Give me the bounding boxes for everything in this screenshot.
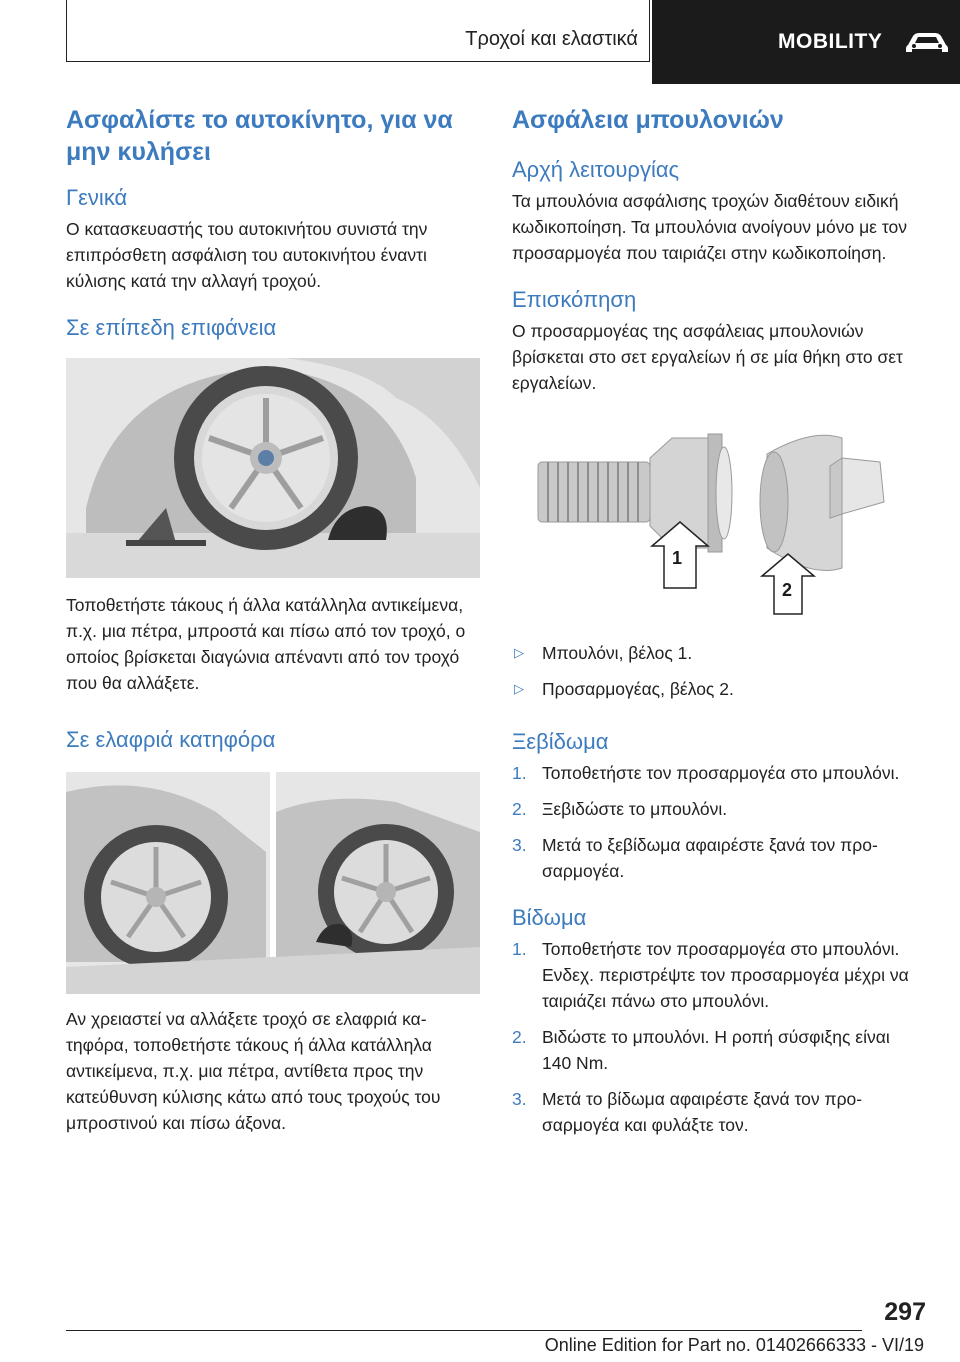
heading-principle: Αρχή λειτουργίας [512, 157, 680, 182]
figure-wheels-chocked-slope [66, 772, 480, 994]
heading-overview: Επισκόπηση [512, 287, 637, 312]
section-tab [652, 0, 960, 84]
wheel-chock-illustration [66, 358, 480, 578]
arrow-label-1: 1 [672, 548, 683, 568]
edition-text: Online Edition for Part no. 01402666333 - VI/19 [544, 1335, 924, 1355]
heading-screw: Βίδωμα [512, 905, 587, 930]
triangle-bullet-icon: ▷ [514, 645, 524, 660]
overview-text: Ο προσαρμογέας της ασφάλειας μπουλονιών βρίσκεται στο σετ εργαλείων ή σε μία θήκη στο σετ εργαλείων. [512, 321, 903, 393]
list-item: ▷ Μπουλόνι, βέλος 1. [512, 640, 912, 666]
list-item: 3. Μετά το ξεβίδωμα αφαιρέστε ξανά τον προσαρμογέα. [512, 835, 878, 881]
list-item: 1. Τοποθετήστε τον προσαρμογέα στο μπουλόνι. Ενδεχ. περιστρέψτε τον προσαρμογέα μέχρι να ταιριάζει πάνω στο μπουλόνι. [512, 939, 909, 1011]
figure-wheel-chocked-flat [66, 358, 480, 578]
footer-divider [66, 1330, 862, 1331]
page-number: 297 [884, 1298, 926, 1326]
principle-text: Τα μπουλόνια ασφάλισης τροχών διαθέτουν ειδική κωδικοποίηση. Τα μπουλόνια ανοίγουν μόνο με τον προσαρμογέα που ταιριάζει στην κωδικοποίηση. [512, 191, 907, 263]
heading-general: Γενικά [66, 185, 128, 210]
list-item: 1. Τοποθετήστε τον προσαρμογέα στο μπουλόνι. [512, 763, 900, 783]
figure-bolt-and-adapter [512, 418, 912, 624]
car-icon [904, 29, 950, 55]
section-label: MOBILITY [778, 30, 883, 53]
slope-chock-illustration [66, 772, 480, 994]
list-item: 3. Μετά το βίδωμα αφαιρέστε ξανά τον προσαρμογέα και φυλάξτε τον. [512, 1089, 863, 1135]
heading-unscrew: Ξεβίδωμα [512, 729, 609, 754]
general-text: Ο κατασκευαστής του αυτοκινήτου συνιστά την επιπρόσθετη ασφάλιση του αυτοκινήτου έναντι κύλισης κατά την αλλαγή τροχού. [66, 219, 428, 291]
list-item: 2. Ξεβιδώστε το μπουλόνι. [512, 799, 728, 819]
unscrew-steps [512, 760, 912, 884]
list-item: 2. Βιδώστε το μπουλόνι. Η ροπή σύσφιξης είναι 140 Nm. [512, 1027, 890, 1073]
slight-slope-text: Αν χρειαστεί να αλλάξετε τροχό σε ελαφριά κατηφόρα, τοποθετήστε τάκους ή άλλα κατάλληλα αντικείμενα, π.χ. μια πέτρα, αντίθετα προς την κατεύθυνση κύλισης κάτω από τους τροχούς του μπροστινού και πίσω άξονα. [66, 1009, 441, 1133]
heading-flat-surface: Σε επίπεδη επιφάνεια [66, 315, 277, 340]
heading-slight-slope: Σε ελαφριά κατηφόρα [66, 727, 276, 752]
bolt-adapter-illustration [512, 418, 912, 624]
list-item: ▷ Προσαρμογέας, βέλος 2. [512, 676, 912, 702]
screw-steps [512, 936, 912, 1138]
section-title-secure-car: Ασφαλίστε το αυτοκίνητο, για να μην κυλήσει [66, 106, 453, 166]
section-title-lug-bolt-lock: Ασφάλεια μπουλονιών [512, 106, 784, 134]
overview-list [512, 640, 912, 702]
chapter-title: Τροχοί και ελαστικά [465, 28, 638, 50]
flat-surface-text: Τοποθετήστε τάκους ή άλλα κατάλληλα αντικείμενα, π.χ. μια πέτρα, μπροστά και πίσω από τον τροχό, ο οποίος βρίσκεται διαγώνια απέναντι από τον τροχό που θα αλλάξετε. [66, 595, 466, 693]
page-header [0, 0, 960, 84]
right-column [512, 104, 912, 1148]
left-column [66, 104, 482, 1136]
triangle-bullet-icon: ▷ [514, 681, 524, 696]
arrow-label-2: 2 [782, 580, 793, 600]
